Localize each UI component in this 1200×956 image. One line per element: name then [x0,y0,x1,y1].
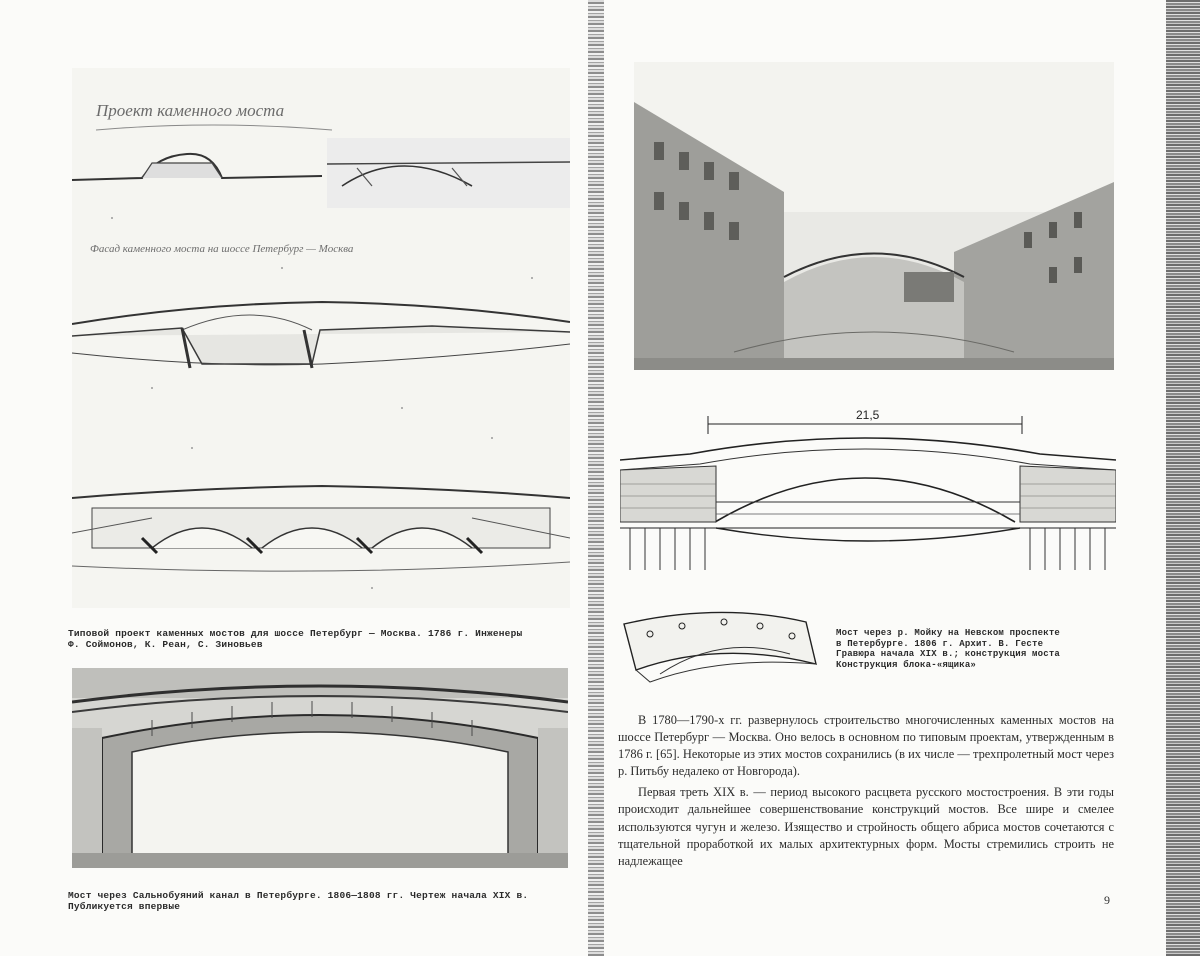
bridge-section-drawing [620,404,1116,570]
page-number: 9 [1104,893,1110,907]
figure5-caption-line1: Мост через р. Мойку на Невском проспекте [836,628,1061,638]
figure5-caption-line3: Гравюра начала XIX в.; конструкция моста [836,649,1061,659]
body-text [618,712,1114,874]
handwritten-title: Проект каменного моста [96,101,285,120]
figure2-caption [68,890,578,912]
body-paragraph-2: Первая треть XIX в. — период высокого расцвета русского мостостроения. В эти годы происходит дальнейшее совершенствование конструкций мостов. Все шире и смелее используются чугун и железо. Изящество и стройность общего абриса мостов сочетаются с тщательной проработкой их малых архитектурных форм. Мосты стремились строить не надлежащее [618,785,1114,868]
figure5-caption-line4: Конструкция блока-«ящика» [836,659,977,670]
figure1-caption-line1: Типовой проект каменных мостов для шоссе Петербург — Москва. 1786 г. Инженеры [68,628,523,639]
page-edge [1166,0,1200,956]
figure2-caption-line1: Мост через Сальнобуяний канал в Петербурге. 1806—1808 гг. Чертеж начала XIX в. [68,890,529,901]
box-block-detail [620,604,820,686]
canal-bridge-drawing [72,668,568,868]
figure1-caption-line2: Ф. Соймонов, К. Реан, С. Зиновьев [68,639,263,650]
typical-bridge-project-drawing [72,68,570,608]
nevsky-bridge-engraving [634,62,1114,370]
handwritten-note: Фасад каменного моста на шоссе Петербург — Москва [90,243,354,255]
span-dimension-label: 21,5 [856,408,880,422]
figure2-caption-line2: Публикуется впервые [68,901,181,912]
figure5-caption-line2: в Петербурге. 1806 г. Архит. В. Гесте [836,638,1044,649]
book-gutter [588,0,604,956]
figure5-caption [836,628,1116,670]
body-paragraph-1: В 1780—1790-х гг. развернулось строительство многочисленных каменных мостов на шоссе Петербург — Москва. Оно велось в основном по типовым проектам, утвержденным в 1786 г. [65]. Некоторые из этих мостов сохранились (в их числе — трехпролетный мост через р. Питьбу недалеко от Новгорода). [618,713,1114,779]
figure1-caption [68,628,578,650]
